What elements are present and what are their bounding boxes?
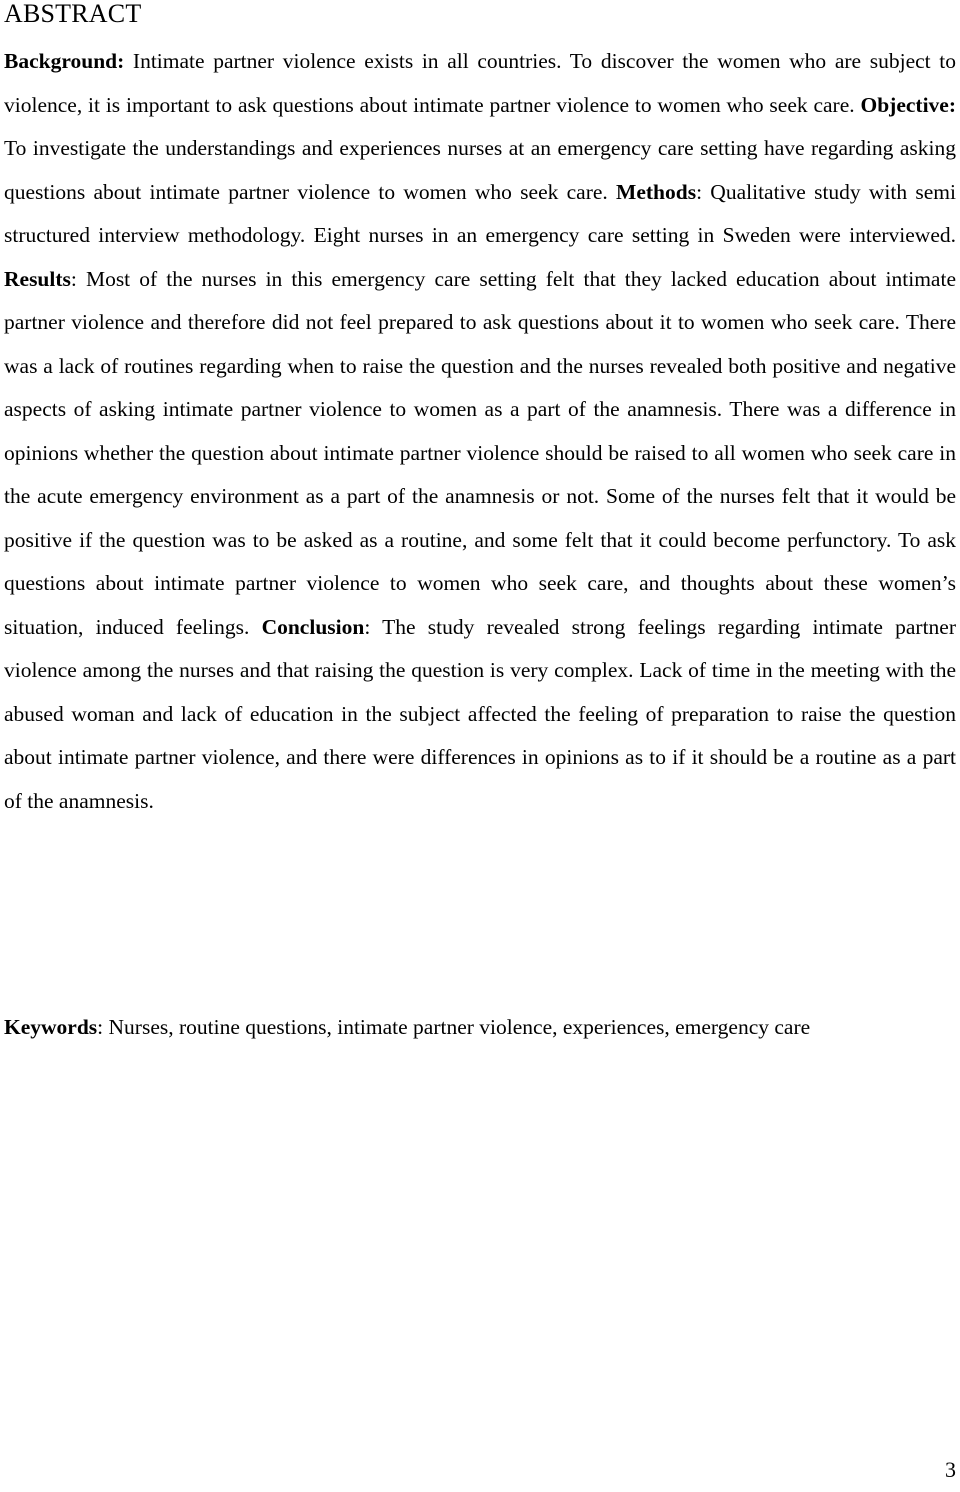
objective-text: To investigate the understandings and experiences nurses at an emergency care setting have regarding asking questions about intimate partner violence to women who seek care.	[4, 136, 956, 204]
conclusion-text: : The study revealed strong feelings regarding intimate partner violence among the nurses and that raising the question is very complex. Lack of time in the meeting with the abused woman and lack of education in the subject affected the feeling of preparation to raise the question about intimate partner violence, and there were differences in opinions as to if it should be a routine as a part of the anamnesis.	[4, 614, 956, 813]
keywords-line	[4, 1006, 956, 1050]
results-text: : Most of the nurses in this emergency care setting felt that they lacked education about intimate partner violence and therefore did not feel prepared to ask questions about it to women who seek care. There was a lack of routines regarding when to raise the question and the nurses revealed both positive and negative aspects of asking intimate partner violence to women as a part of the anamnesis. There was a difference in opinions whether the question about intimate partner violence should be raised to all women who seek care in the acute emergency environment as a part of the anamnesis or not. Some of the nurses felt that it would be positive if the question was to be asked as a routine, and some felt that it could become perfunctory. To ask questions about intimate partner violence to women who seek care, and thoughts about these women’s situation, induced feelings.	[4, 266, 956, 639]
results-label: Results	[4, 266, 71, 291]
keywords-text: : Nurses, routine questions, intimate partner violence, experiences, emergency care	[97, 1015, 811, 1039]
methods-text: : Qualitative study with semi structured interview methodology. Eight nurses in an emergency care setting in Sweden were interviewed.	[4, 179, 956, 247]
abstract-paragraph	[4, 40, 956, 823]
background-label: Background:	[4, 49, 125, 73]
page-title: ABSTRACT	[4, 0, 142, 28]
methods-label: Methods	[616, 179, 697, 204]
page-number: 3	[945, 1457, 956, 1482]
background-text: Intimate partner violence exists in all countries. To discover the women who are subject to violence, it is important to ask questions about intimate partner violence to women who seek care.	[4, 49, 956, 117]
objective-label: Objective:	[860, 92, 956, 117]
keywords-label: Keywords	[4, 1015, 98, 1039]
conclusion-label: Conclusion	[261, 614, 365, 639]
